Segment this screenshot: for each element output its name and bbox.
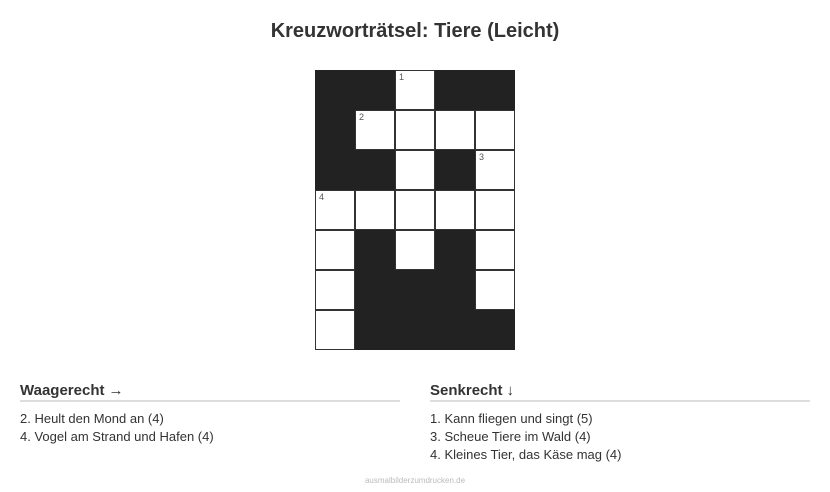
grid-cell[interactable]: [315, 270, 355, 310]
grid-cell[interactable]: [475, 150, 515, 190]
page-title: Kreuzworträtsel: Tiere (Leicht): [270, 20, 560, 42]
grid-cell[interactable]: [395, 230, 435, 270]
grid-cell-blocked: [435, 150, 475, 190]
grid-cell[interactable]: [475, 270, 515, 310]
grid-cell[interactable]: [395, 70, 435, 110]
grid-cell-blocked: [355, 150, 395, 190]
arrow-down-icon: ↓: [506, 382, 515, 399]
grid-cell[interactable]: [475, 230, 515, 270]
grid-cell-blocked: [435, 230, 475, 270]
down-heading: [430, 382, 810, 402]
grid-cell-blocked: [475, 70, 515, 110]
across-clues: [20, 382, 400, 446]
arrow-right-icon: →: [108, 382, 124, 399]
across-clue: 2. Heult den Mond an (4): [20, 411, 164, 426]
grid-cell-blocked: [435, 270, 475, 310]
grid-cell-blocked: [435, 70, 475, 110]
grid-cell[interactable]: [355, 110, 395, 150]
grid-cell[interactable]: [435, 190, 475, 230]
grid-cell-blocked: [395, 270, 435, 310]
grid-cell-blocked: [315, 110, 355, 150]
grid-cell[interactable]: [435, 110, 475, 150]
grid-cell[interactable]: [355, 190, 395, 230]
grid-cell-blocked: [355, 70, 395, 110]
grid-cell[interactable]: [475, 190, 515, 230]
clue-number: 1: [399, 72, 405, 82]
across-heading-label: Waagerecht: [20, 382, 105, 399]
clue-number: 3: [479, 152, 485, 162]
grid-cell-blocked: [475, 310, 515, 350]
clue-number: 2: [359, 112, 365, 122]
grid-cell-blocked: [435, 310, 475, 350]
down-heading-label: Senkrecht: [430, 382, 503, 399]
down-clue: 1. Kann fliegen und singt (5): [430, 411, 593, 426]
grid-cell[interactable]: [315, 230, 355, 270]
grid-cell[interactable]: [395, 110, 435, 150]
grid-cell-blocked: [315, 70, 355, 110]
across-heading: [20, 382, 400, 402]
grid-cell[interactable]: [475, 110, 515, 150]
clue-number: 4: [319, 192, 325, 202]
down-clue: 4. Kleines Tier, das Käse mag (4): [430, 447, 622, 462]
down-clue: 3. Scheue Tiere im Wald (4): [430, 429, 591, 444]
grid-cell[interactable]: [315, 190, 355, 230]
grid-cell-blocked: [355, 270, 395, 310]
grid-cell-blocked: [395, 310, 435, 350]
grid-cell-blocked: [355, 310, 395, 350]
crossword-grid: [315, 70, 515, 350]
grid-cell[interactable]: [395, 150, 435, 190]
grid-cell-blocked: [355, 230, 395, 270]
footer-watermark: ausmalbilderzumdrucken.de: [364, 476, 466, 485]
grid-cell-blocked: [315, 150, 355, 190]
down-clues: [430, 382, 810, 464]
grid-cell[interactable]: [315, 310, 355, 350]
grid-cell[interactable]: [395, 190, 435, 230]
across-clue: 4. Vogel am Strand und Hafen (4): [20, 429, 214, 444]
